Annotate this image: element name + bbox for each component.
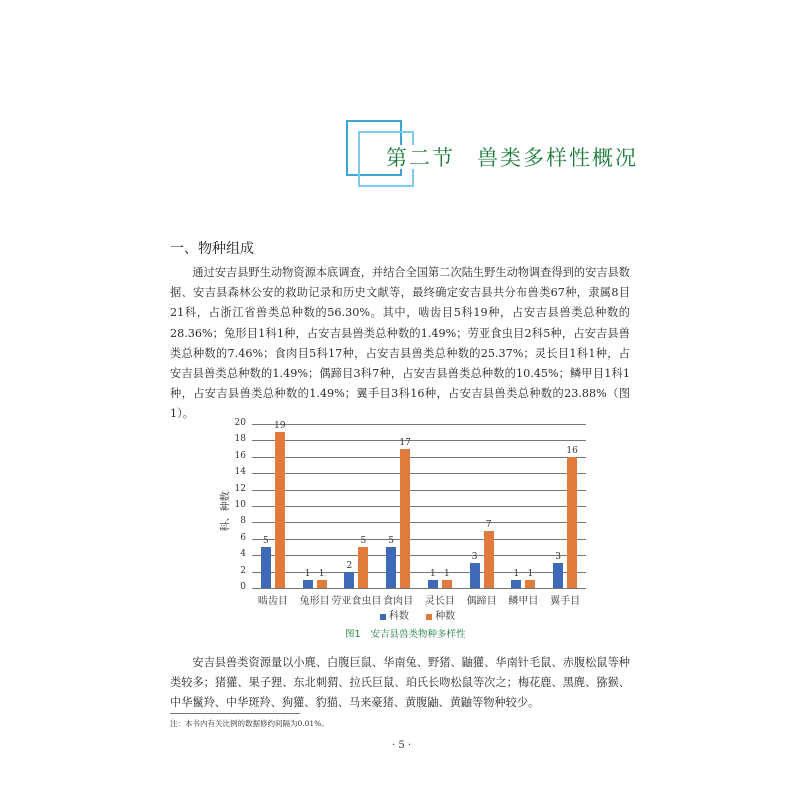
bar-科数 (553, 563, 563, 588)
bar-value-label: 5 (263, 536, 269, 546)
gridline (252, 424, 586, 425)
x-category-label: 啮齿目 (257, 596, 288, 607)
paragraph-resources: 安吉县兽类资源量以小麂、白腹巨鼠、华南兔、野猪、鼬獾、华南针毛鼠、赤腹松鼠等种类较多；猪獾、果子狸、东北刺猬、拉氏巨鼠、珀氏长吻松鼠等次之；梅花鹿、黑麂、猕猴、中华鬣羚、中华斑羚、狗獾、豹猫、马来豪猪、黄腹鼬、黄鼬等物种较少。 (170, 656, 630, 710)
chapter-title (386, 142, 638, 172)
bar-value-label: 1 (513, 568, 520, 579)
bar-科数 (303, 580, 313, 588)
bar-种数 (275, 432, 285, 588)
y-tick-label: 8 (240, 516, 246, 527)
bar-value-label: 3 (555, 552, 561, 563)
y-tick-label: 16 (234, 450, 246, 461)
y-tick-label: 6 (240, 532, 246, 543)
x-category-label: 劳亚食虫目 (331, 596, 382, 607)
x-category-label: 翼手目 (550, 596, 581, 607)
bar-value-label: 3 (471, 552, 478, 563)
x-category-label: 兔形目 (299, 596, 330, 607)
bar-value-label: 1 (304, 568, 311, 579)
footnote-rule (170, 713, 300, 714)
chart-legend: 科数 种数 (380, 607, 469, 622)
bar-value-label: 7 (485, 519, 492, 530)
gridline (252, 440, 586, 441)
figure-caption: 图1 安吉县兽类物种多样性 (345, 629, 466, 640)
gridline (252, 522, 586, 523)
bar-种数 (567, 457, 577, 588)
gridline (252, 457, 586, 458)
bar-value-label: 1 (527, 568, 534, 579)
legend-swatch-blue (380, 614, 386, 620)
x-category-label: 灵长目 (424, 596, 455, 607)
y-tick-label: 2 (240, 565, 246, 576)
bar-科数 (428, 580, 438, 588)
x-category-label: 偶蹄目 (466, 596, 497, 607)
bar-value-label: 16 (566, 445, 578, 456)
bar-value-label: 1 (444, 568, 450, 579)
chapter-name: 兽类多样性概况 (477, 146, 638, 170)
section-number: 第二节 (386, 146, 455, 170)
paragraph-species-composition: 通过安吉县野生动物资源本底调查，并结合全国第二次陆生野生动物调查得到的安吉县数据、安吉县森林公安的救助记录和历史文献等，最终确定安吉县共分布兽类67种，隶属8目21科，占浙江省兽类总种数的56.30%。其中，啮齿目5科19种，占安吉县兽类总种数的28.36%；兔形目1科1种，占安吉县兽类总种数的1.49%；劳亚食虫目2科5种，占安吉县兽类总种数的7.46%；食肉目5科17种，占安吉县兽类总种数的25.37%；灵长目1科1种，占安吉县兽类总种数的1.49%；偶蹄目3科7种，占安吉县兽类总种数的10.45%；鳞甲目1科1种，占安吉县兽类总种数的1.49%；翼手目3科16种，占安吉县兽类总种数的23.88%（图1）。 (170, 266, 630, 421)
bar-科数 (511, 580, 521, 588)
y-axis-label: 科、种数 (220, 491, 232, 532)
bar-科数 (344, 572, 354, 588)
y-tick-label: 12 (234, 483, 246, 494)
bar-value-label: 1 (430, 568, 436, 579)
gridline (252, 473, 586, 474)
gridline (252, 506, 586, 507)
footnote: 注：本书内有关比例的数据修约间隔为0.01%。 (170, 719, 329, 728)
gridline (252, 490, 586, 491)
bar-value-label: 17 (399, 437, 411, 448)
bar-种数 (358, 547, 368, 588)
bar-value-label: 5 (388, 536, 394, 546)
plot-area (234, 418, 586, 607)
bar-value-label: 2 (346, 560, 353, 571)
y-tick-label: 10 (234, 500, 246, 510)
y-tick-label: 20 (234, 418, 246, 428)
bar-chart (210, 414, 610, 624)
y-tick-label: 0 (240, 582, 246, 592)
bar-value-label: 1 (318, 568, 325, 579)
bar-种数 (525, 580, 535, 588)
bar-科数 (470, 563, 480, 588)
x-category-label: 食肉目 (383, 596, 414, 607)
x-category-label: 鳞甲目 (508, 596, 539, 607)
gridline (252, 539, 586, 540)
bar-种数 (317, 580, 327, 588)
bar-种数 (484, 531, 494, 588)
bar-种数 (400, 449, 410, 588)
bar-value-label: 19 (274, 421, 286, 432)
bar-科数 (261, 547, 271, 588)
y-tick-label: 4 (240, 549, 246, 560)
legend-swatch-orange (426, 614, 432, 620)
gridline (252, 555, 586, 556)
y-tick-label: 14 (234, 467, 246, 478)
page-number: · 5 · (392, 740, 412, 751)
y-tick-label: 18 (234, 434, 246, 445)
bar-种数 (442, 580, 452, 588)
section-heading: 一、物种组成 (170, 241, 254, 257)
bar-value-label: 5 (360, 536, 367, 546)
bar-科数 (386, 547, 396, 588)
gridline (252, 588, 586, 589)
